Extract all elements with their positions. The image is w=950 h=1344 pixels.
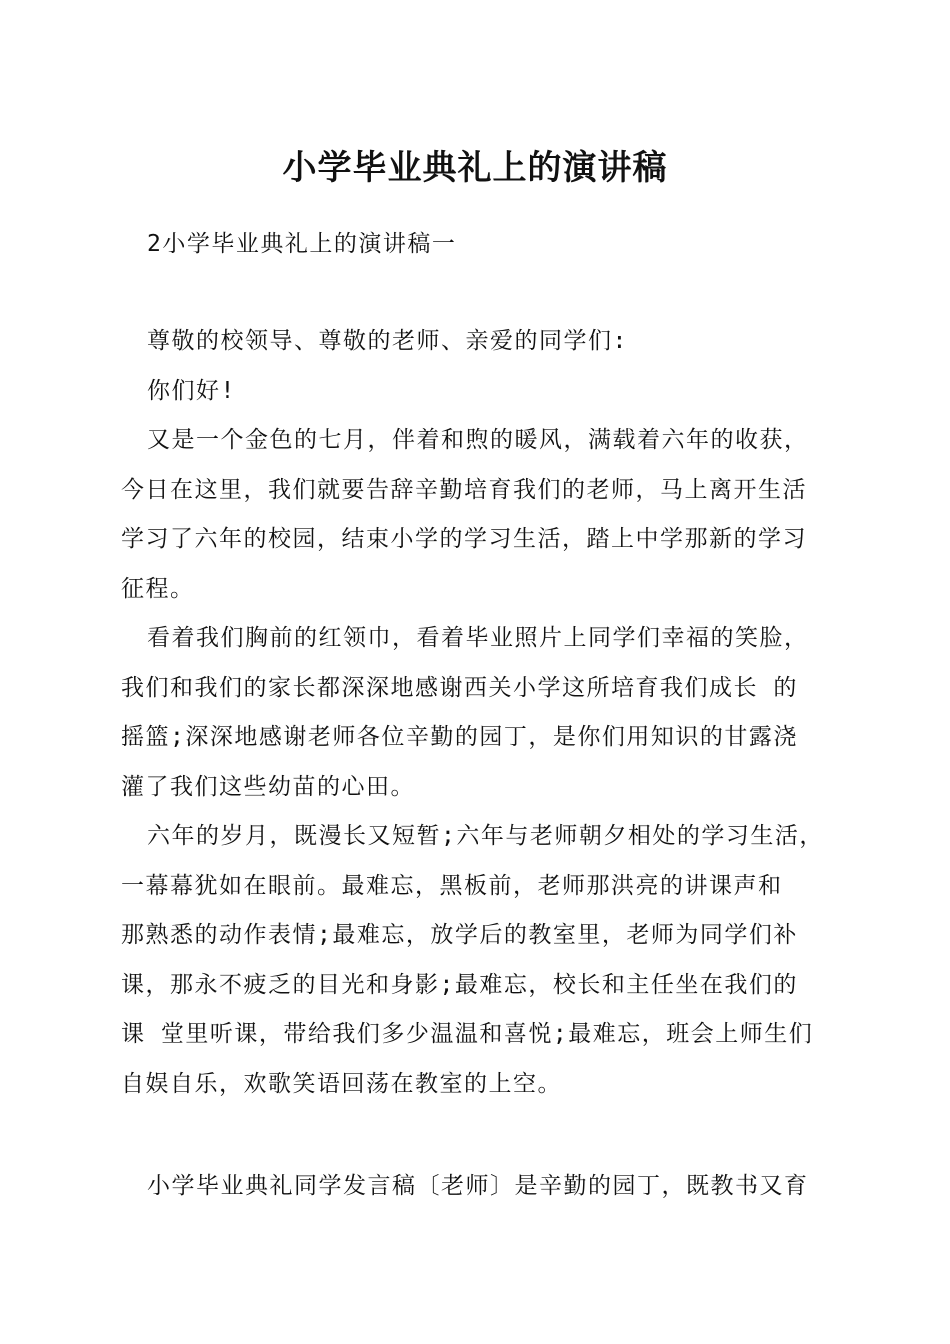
text-line: 尊敬的校领导、尊敬的老师、亲爱的同学们:	[147, 328, 628, 354]
text-line: 一幕幕犹如在眼前。最难忘，黑板前，老师那洪亮的讲课声和	[121, 872, 783, 899]
document-subtitle	[121, 220, 833, 270]
text-line: 又是一个金色的七月，伴着和煦的暖风，满载着六年的收获，	[147, 427, 809, 453]
text-line: 学习了六年的校园，结束小学的学习生活，踏上中学那新的学习	[121, 526, 807, 552]
document-title: 小学毕业典礼上的演讲稿	[282, 148, 668, 188]
text-line: 灌了我们这些幼苗的心田。	[121, 773, 415, 800]
text-line: 课 堂里听课，带给我们多少温温和喜悦;最难忘，班会上师生们	[121, 1021, 814, 1047]
speech-body	[121, 317, 833, 1109]
text-line: 我们和我们的家长都深深地感谢西关小学这所培育我们成长 的	[121, 674, 798, 701]
speech-continuation	[121, 1162, 833, 1212]
text-line: 摇篮;深深地感谢老师各位辛勤的园丁，是你们用知识的甘露浇	[121, 724, 798, 750]
text-line: 自娱自乐，欢歌笑语回荡在教室的上空。	[121, 1070, 562, 1097]
text-line: 看着我们胸前的红领巾，看着毕业照片上同学们幸福的笑脸，	[147, 625, 809, 651]
text-line: 今日在这里，我们就要告辞辛勤培育我们的老师，马上离开生活	[121, 476, 807, 503]
text-line: 课，那永不疲乏的目光和身影;最难忘，校长和主任坐在我们的	[121, 971, 798, 998]
text-line: 征程。	[121, 575, 195, 602]
text-line: 你们好!	[147, 377, 236, 404]
text-line: 小学毕业典礼同学发言稿〔老师〕是辛勤的园丁，既教书又育	[147, 1173, 809, 1199]
subtitle-line: 2小学毕业典礼上的演讲稿一	[147, 231, 457, 257]
text-line: 那熟悉的动作表情;最难忘，放学后的教室里，老师为同学们补	[121, 922, 798, 948]
text-line: 六年的岁月，既漫长又短暂;六年与老师朝夕相处的学习生活，	[147, 823, 824, 849]
